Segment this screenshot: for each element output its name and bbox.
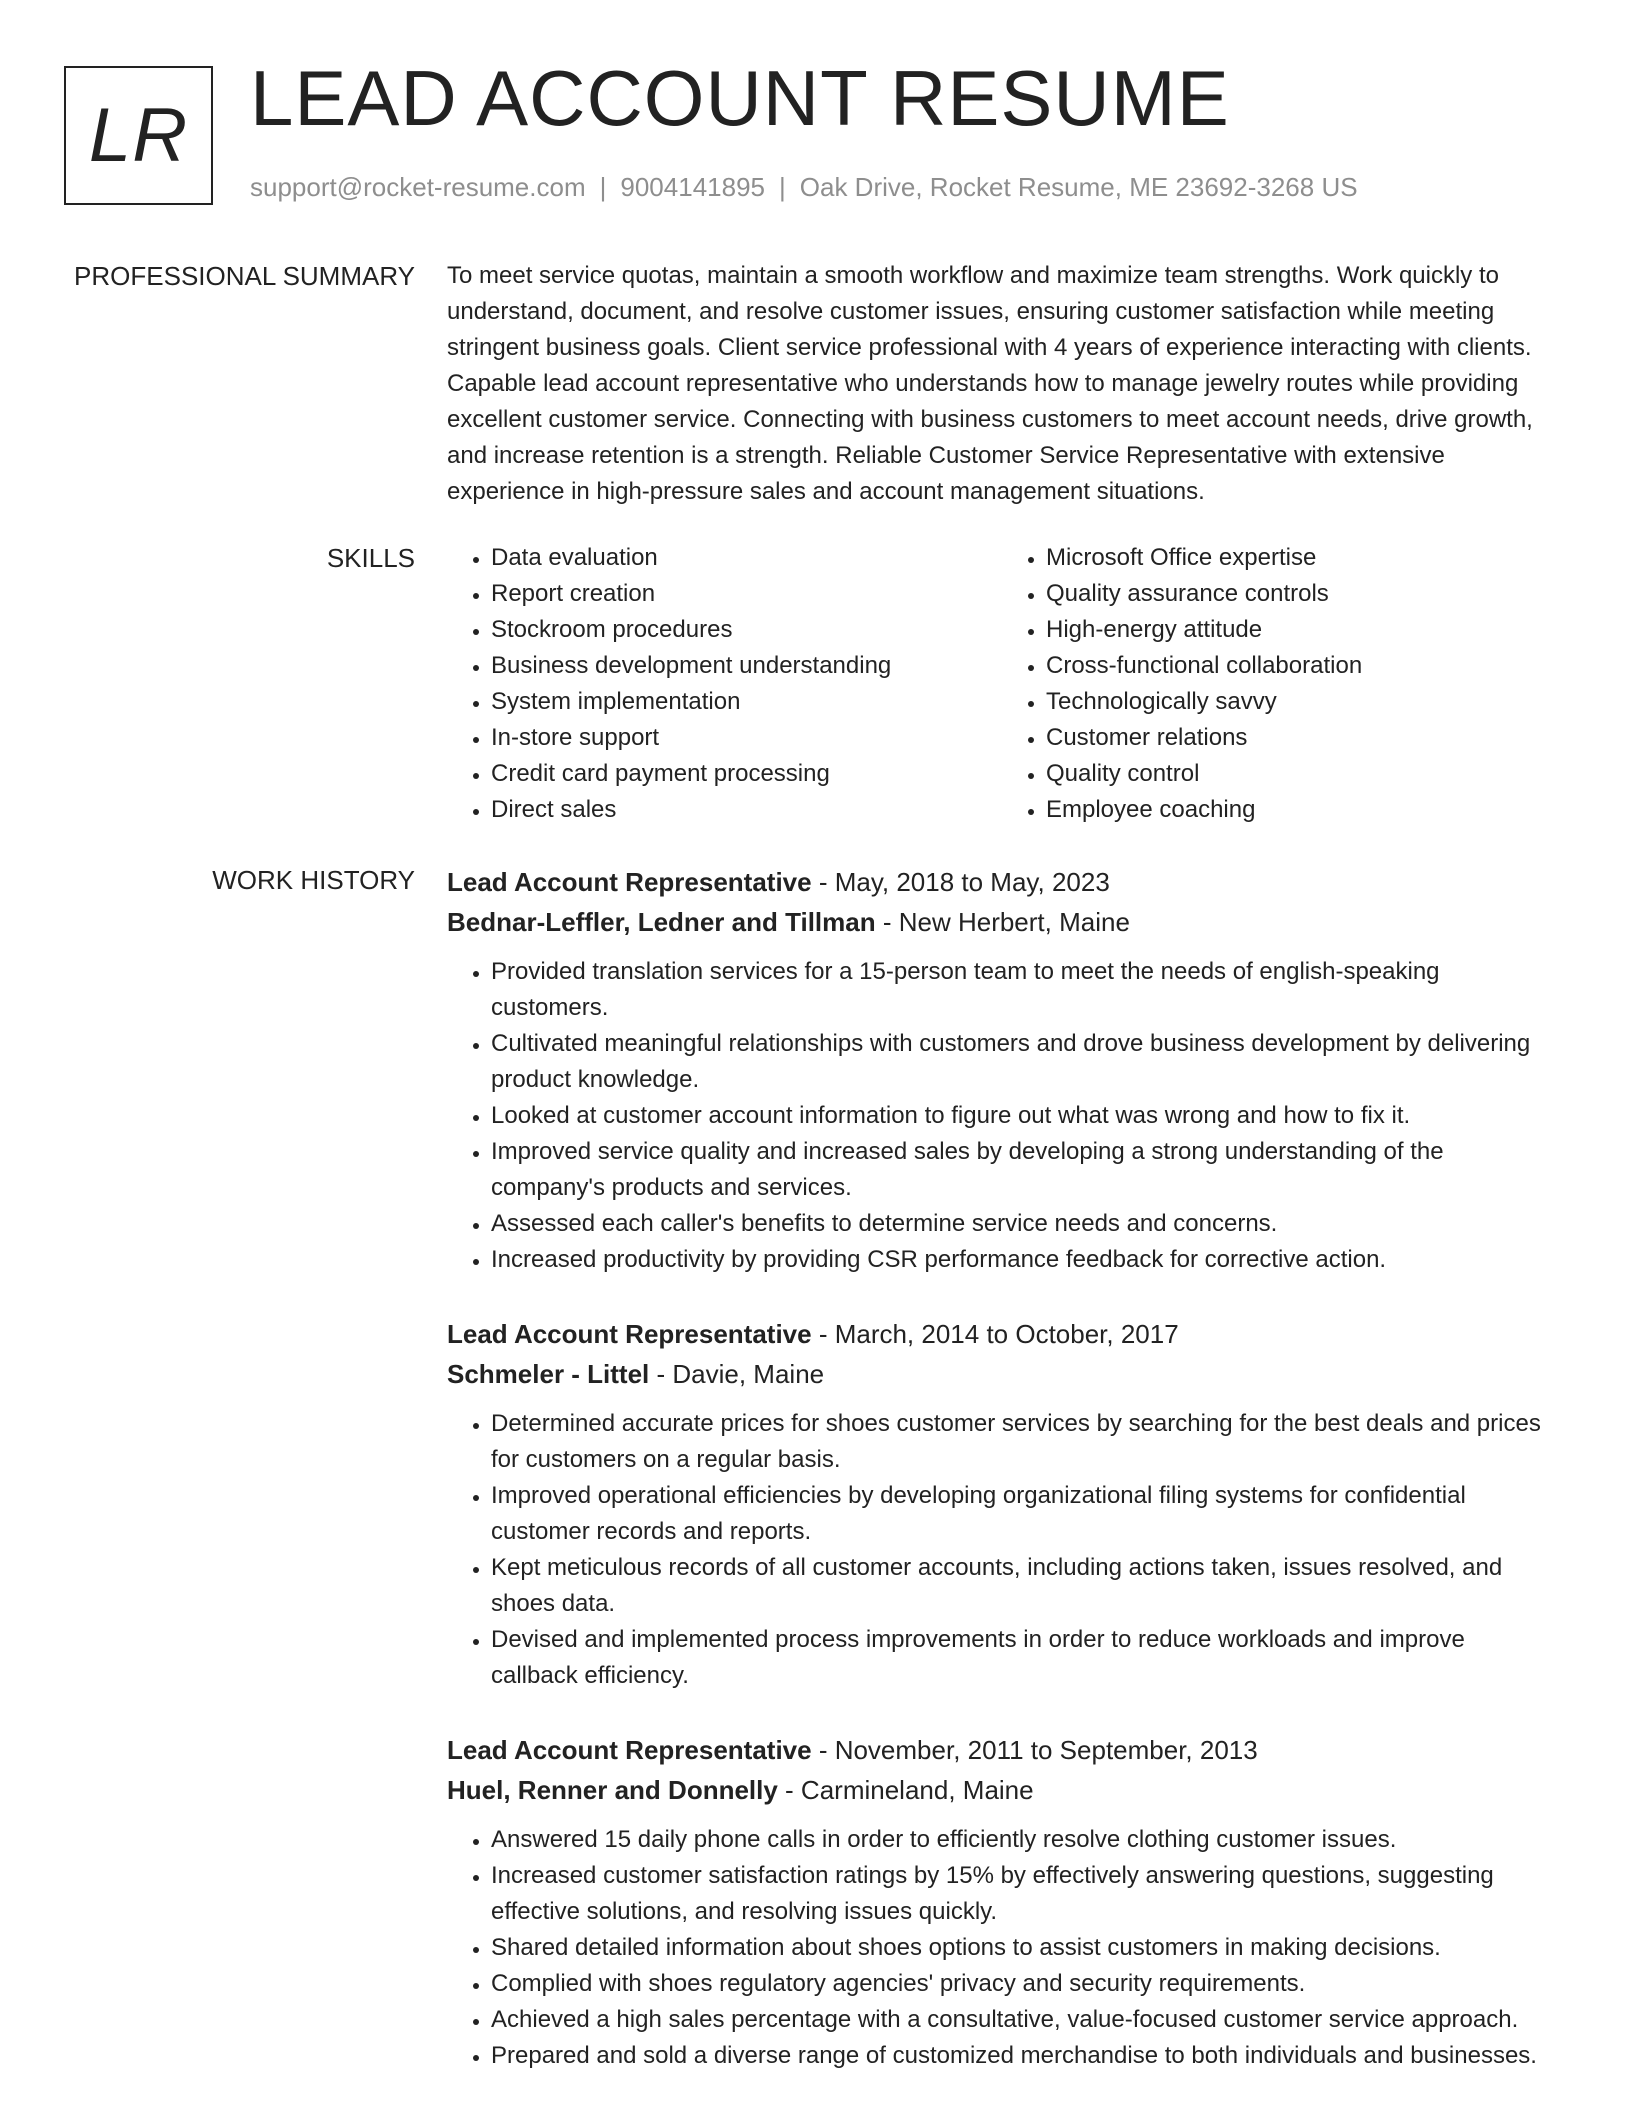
job-location: - Davie, Maine — [649, 1359, 825, 1389]
job-dates: - March, 2014 to October, 2017 — [811, 1319, 1179, 1349]
job-bullet: • Devised and implemented process improvements in order to reduce workloads and improve callback efficiency. — [491, 1622, 1557, 1694]
skill-item: • Cross-functional collaboration — [1046, 648, 1557, 684]
job-bullet: • Increased productivity by providing CSR performance feedback for corrective action. — [491, 1242, 1557, 1278]
skill-item: • System implementation — [491, 684, 1002, 720]
skills-heading: SKILLS — [326, 543, 415, 573]
resume-title: LEAD ACCOUNT RESUME — [250, 54, 1230, 142]
skill-item: • Microsoft Office expertise — [1046, 540, 1557, 576]
skill-item: • Report creation — [491, 576, 1002, 612]
skill-item: • Quality assurance controls — [1046, 576, 1557, 612]
job-company: Bednar-Leffler, Ledner and Tillman — [447, 907, 876, 937]
contact-separator: | — [599, 172, 607, 202]
skill-item: • Data evaluation — [491, 540, 1002, 576]
skill-item: • Credit card payment processing — [491, 756, 1002, 792]
skill-item: • Quality control — [1046, 756, 1557, 792]
job-bullet: • Determined accurate prices for shoes customer services by searching for the best deals and prices for customers on a regular basis. — [491, 1406, 1557, 1478]
job-dates: - May, 2018 to May, 2023 — [811, 867, 1110, 897]
job-company-line — [447, 902, 1557, 942]
job-entry — [447, 862, 1557, 1278]
monogram-logo: LR — [64, 66, 213, 205]
skill-item: • Direct sales — [491, 792, 1002, 828]
contact-address: Oak Drive, Rocket Resume, ME 23692-3268 US — [799, 172, 1358, 202]
work-history-heading: WORK HISTORY — [212, 865, 415, 895]
job-bullet: • Shared detailed information about shoes options to assist customers in making decisions. — [491, 1930, 1557, 1966]
job-role: Lead Account Representative — [447, 1735, 812, 1765]
job-entry — [447, 1314, 1557, 1694]
job-location: - New Herbert, Maine — [875, 907, 1130, 937]
job-bullets — [447, 1822, 1557, 2074]
contact-line — [250, 172, 1358, 203]
job-bullet: • Kept meticulous records of all customer accounts, including actions taken, issues resolved, and shoes data. — [491, 1550, 1557, 1622]
skills-list-left — [447, 540, 1002, 828]
skills-grid — [447, 540, 1557, 828]
job-bullets — [447, 954, 1557, 1278]
contact-separator: | — [779, 172, 786, 202]
skill-item: • Technologically savvy — [1046, 684, 1557, 720]
job-bullet: • Answered 15 daily phone calls in order to efficiently resolve clothing customer issues. — [491, 1822, 1557, 1858]
summary-body — [447, 258, 1557, 510]
job-role: Lead Account Representative — [447, 867, 812, 897]
skills-list-right — [1002, 540, 1557, 828]
job-company: Huel, Renner and Donnelly — [447, 1775, 778, 1805]
job-bullet: • Increased customer satisfaction ratings by 15% by effectively answering questions, suggesting effective solutions, and resolving issues quickly. — [491, 1858, 1557, 1930]
job-company: Schmeler - Littel — [447, 1359, 650, 1389]
job-bullet: • Prepared and sold a diverse range of customized merchandise to both individuals and businesses. — [491, 2038, 1557, 2074]
skill-item: • Employee coaching — [1046, 792, 1557, 828]
job-bullet: • Complied with shoes regulatory agencies' privacy and security requirements. — [491, 1966, 1557, 2002]
job-dates: - November, 2011 to September, 2013 — [811, 1735, 1258, 1765]
contact-email[interactable]: support@rocket-resume.com — [250, 172, 586, 202]
skill-item: • Business development understanding — [491, 648, 1002, 684]
job-company-line — [447, 1354, 1557, 1394]
job-bullet: • Cultivated meaningful relationships with customers and drove business development by delivering product knowledge. — [491, 1026, 1557, 1098]
job-bullets — [447, 1406, 1557, 1694]
skill-item: • Customer relations — [1046, 720, 1557, 756]
job-entry — [447, 1730, 1557, 2074]
contact-phone[interactable]: 9004141895 — [620, 172, 765, 202]
job-title-line — [447, 1730, 1557, 1770]
job-bullet: • Looked at customer account information to figure out what was wrong and how to fix it. — [491, 1098, 1557, 1134]
job-bullet: • Improved operational efficiencies by developing organizational filing systems for confidential customer records and reports. — [491, 1478, 1557, 1550]
job-role: Lead Account Representative — [447, 1319, 812, 1349]
job-title-line — [447, 862, 1557, 902]
job-bullet: • Improved service quality and increased sales by developing a strong understanding of the company's products and services. — [491, 1134, 1557, 1206]
job-location: - Carmineland, Maine — [777, 1775, 1034, 1805]
summary-heading: PROFESSIONAL SUMMARY — [74, 261, 415, 291]
job-bullet: • Provided translation services for a 15-person team to meet the needs of english-speaking customers. — [491, 954, 1557, 1026]
skill-item: • Stockroom procedures — [491, 612, 1002, 648]
job-bullet: • Assessed each caller's benefits to determine service needs and concerns. — [491, 1206, 1557, 1242]
summary-text: To meet service quotas, maintain a smooth workflow and maximize team strengths. Work quickly to understand, document, and resolve customer issues, ensuring customer satisfaction while meeting stringent business goals. Client service professional with 4 years of experience interacting with clients. Capable lead account representative who understands how to manage jewelry routes while providing excellent customer service. Connecting with business customers to meet account needs, drive growth, and increase retention is a strength. Reliable Customer Service Representative with extensive experience in high-pressure sales and account management situations. — [447, 262, 1533, 505]
skill-item: • In-store support — [491, 720, 1002, 756]
job-bullet: • Achieved a high sales percentage with a consultative, value-focused customer service approach. — [491, 2002, 1557, 2038]
skill-item: • High-energy attitude — [1046, 612, 1557, 648]
job-title-line — [447, 1314, 1557, 1354]
job-company-line — [447, 1770, 1557, 1810]
